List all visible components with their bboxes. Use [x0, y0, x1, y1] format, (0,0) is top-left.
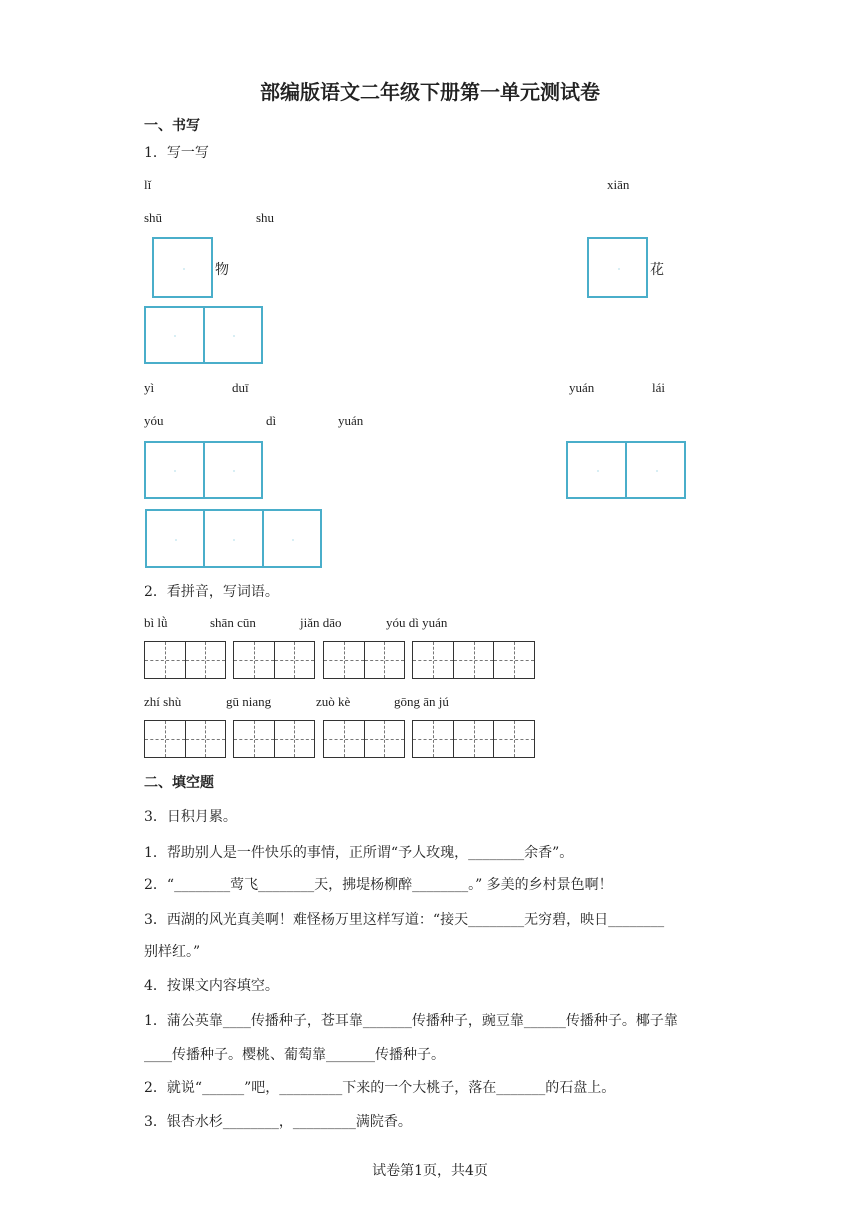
pinyin-word: gū niang: [226, 694, 272, 709]
char-box-xian[interactable]: [587, 237, 648, 298]
writing-grid[interactable]: [233, 720, 315, 758]
page-title: 部编版语文二年级下册第一单元测试卷: [260, 80, 600, 104]
pinyin-word: shān cūn: [210, 615, 256, 630]
writing-grid[interactable]: [144, 641, 226, 679]
pinyin-word: zuò kè: [316, 694, 351, 709]
char-box-yidui[interactable]: [144, 441, 263, 499]
fill-item: 2．就说“______”吧，_________下来的一个大桃子，落在_______的石盘上。: [144, 1080, 616, 1096]
pinyin-dui: duī: [232, 380, 249, 395]
char-box-li[interactable]: [152, 237, 213, 298]
section-heading-writing: 一、书写: [144, 118, 200, 134]
page-footer: 试卷第1页，共4页: [372, 1163, 488, 1179]
question-1-label: 1．写一写: [144, 145, 209, 161]
pinyin-word: gōng ān jú: [394, 694, 449, 709]
pinyin-xian: xiān: [607, 177, 630, 192]
fill-item: ____传播种子。樱桃、葡萄靠_______传播种子。: [144, 1047, 445, 1063]
char-box-yuanlai[interactable]: [566, 441, 686, 499]
writing-grid[interactable]: [412, 641, 535, 679]
fill-item: 3．银杏水杉________，_________满院香。: [144, 1114, 412, 1130]
fill-item: 别样红。”: [144, 944, 201, 960]
pinyin-word: zhí shù: [144, 694, 182, 709]
pinyin-li: lǐ: [144, 177, 152, 192]
char-box-shushu[interactable]: [144, 306, 263, 364]
pinyin-word: yóu dì yuán: [386, 615, 448, 630]
char-hua: 花: [650, 262, 664, 278]
pinyin-you: yóu: [144, 413, 164, 428]
pinyin-yi: yì: [144, 380, 155, 395]
pinyin-shu: shū: [144, 210, 163, 225]
writing-grid[interactable]: [323, 720, 405, 758]
fill-item: 1．帮助别人是一件快乐的事情，正所谓“予人玫瑰，________余香”。: [144, 845, 574, 861]
question-2-label: 2．看拼音，写词语。: [144, 584, 279, 600]
writing-grid[interactable]: [144, 720, 226, 758]
writing-grid[interactable]: [323, 641, 405, 679]
char-box-youdiyuan[interactable]: [145, 509, 322, 568]
fill-item: 2．“________莺飞________天，拂堤杨柳醉________。” 多美的乡村景色啊！: [144, 877, 613, 893]
pinyin-yuan: yuán: [569, 380, 595, 395]
question-4-label: 4．按课文内容填空。: [144, 978, 279, 994]
writing-grid[interactable]: [233, 641, 315, 679]
pinyin-word: bì lǜ: [144, 615, 168, 630]
fill-item: 1．蒲公英靠____传播种子，苍耳靠_______传播种子，豌豆靠______传播种子。椰子靠: [144, 1013, 678, 1029]
pinyin-yuan-2: yuán: [338, 413, 364, 428]
pinyin-shu-2: shu: [256, 210, 275, 225]
char-wu: 物: [215, 262, 229, 278]
fill-item: 3．西湖的风光真美啊！难怪杨万里这样写道：“接天________无穷碧，映日________: [144, 912, 665, 928]
writing-grid[interactable]: [412, 720, 535, 758]
question-3-label: 3．日积月累。: [144, 809, 237, 825]
pinyin-word: jiǎn dāo: [300, 615, 342, 630]
section-heading-fill: 二、填空题: [144, 775, 214, 791]
pinyin-lai: lái: [652, 380, 665, 395]
pinyin-di: dì: [266, 413, 277, 428]
